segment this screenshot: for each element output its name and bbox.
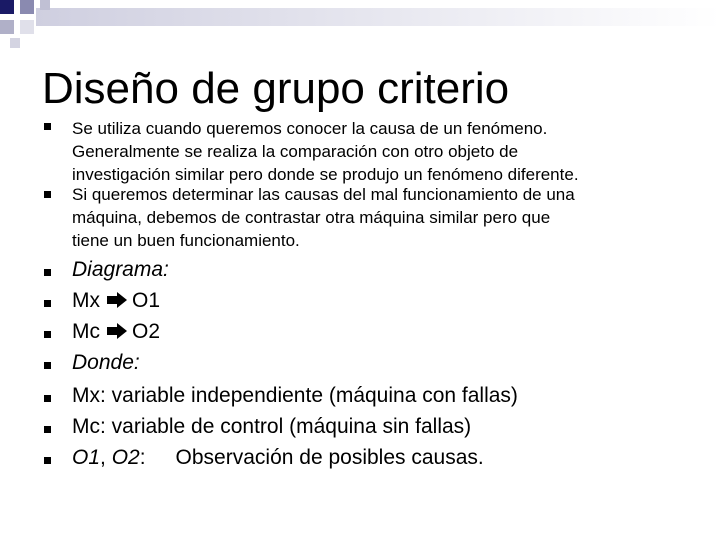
diagram-row-2 <box>72 316 160 347</box>
definition-o <box>72 442 484 473</box>
bullet-square-icon <box>44 331 51 338</box>
bullet-square-icon <box>44 362 51 369</box>
bullet-text <box>72 117 579 186</box>
bullet-square-icon <box>44 191 51 198</box>
text-line: Se utiliza cuando queremos conocer la causa de un fenómeno. <box>72 119 548 138</box>
separator: , <box>100 446 112 469</box>
bullet-square-icon <box>44 269 51 276</box>
bullet-square-icon <box>44 123 51 130</box>
donde-label-text: Donde: <box>72 351 140 374</box>
o-description: Observación de posibles causas. <box>175 446 484 469</box>
definition-mx: Mx: variable independiente (máquina con fallas) <box>72 384 518 407</box>
donde-label <box>72 347 140 378</box>
diagram-row-1-right: O1 <box>132 289 161 312</box>
o2-term: O2 <box>111 446 140 469</box>
diagram-label-text: Diagrama: <box>72 258 169 281</box>
colon: : <box>139 446 146 469</box>
text-line: Si queremos determinar las causas del mal funcionamiento de una <box>72 185 575 204</box>
bullet-text <box>72 183 575 252</box>
text-line: investigación similar pero donde se produjo un fenómeno diferente. <box>72 165 579 184</box>
o1-term: O1 <box>72 446 101 469</box>
text-line: tiene un buen funcionamiento. <box>72 231 300 250</box>
definition-mc: Mc: variable de control (máquina sin fallas) <box>72 415 472 438</box>
text-line: máquina, debemos de contrastar otra máquina similar pero que <box>72 208 551 227</box>
arrow-right-icon <box>106 322 128 340</box>
arrow-right-icon <box>106 291 128 309</box>
page-title: Diseño de grupo criterio <box>42 64 510 113</box>
diagram-label <box>72 254 169 285</box>
bullet-square-icon <box>44 426 51 433</box>
diagram-row-1-left: Mx <box>72 289 100 312</box>
diagram-row-2-left: Mc <box>72 320 100 343</box>
bullet-square-icon <box>44 457 51 464</box>
diagram-row-2-right: O2 <box>132 320 161 343</box>
bullet-square-icon <box>44 300 51 307</box>
text-line: Generalmente se realiza la comparación con otro objeto de <box>72 142 519 161</box>
bullet-square-icon <box>44 395 51 402</box>
decorative-header-squares <box>0 0 720 48</box>
diagram-row-1 <box>72 285 160 316</box>
